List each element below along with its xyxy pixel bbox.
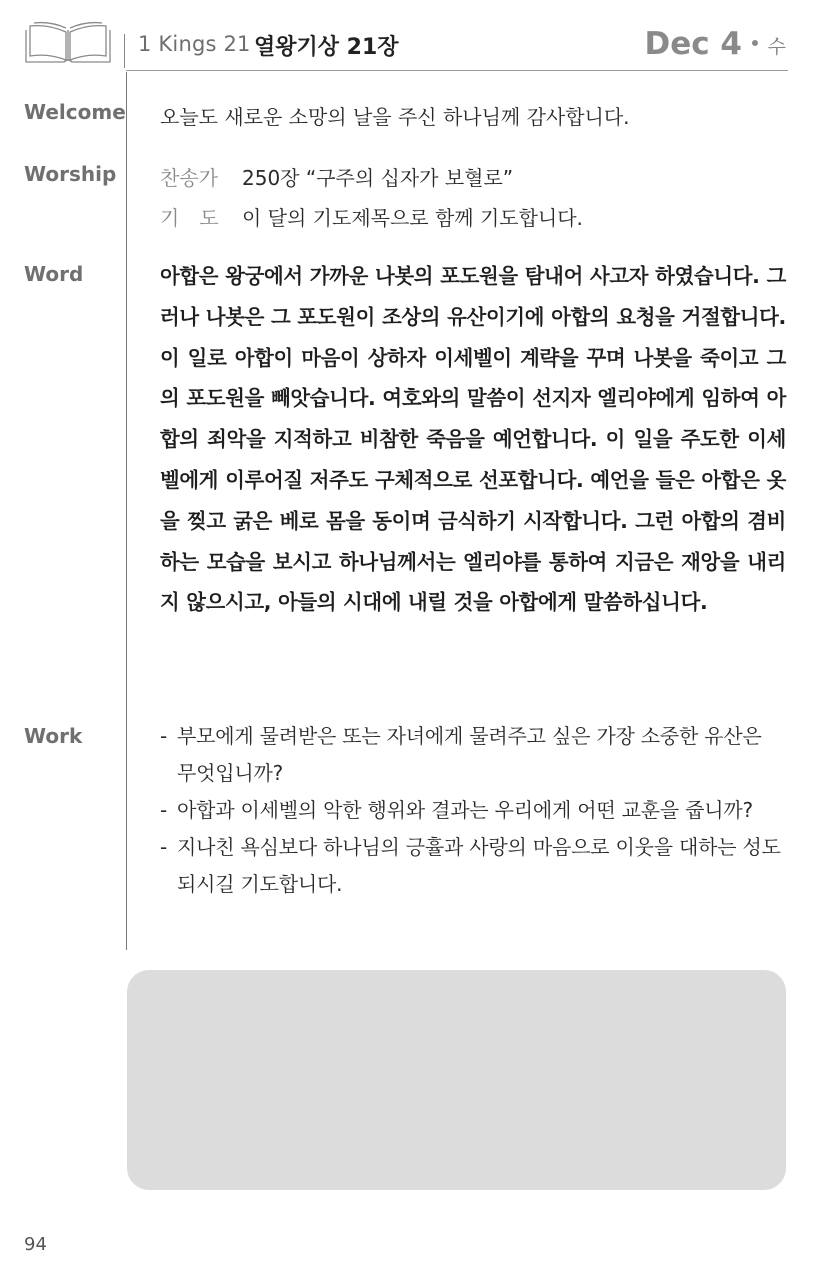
- work-list: [160, 718, 786, 903]
- work-item: [160, 792, 786, 829]
- worship-hymn-row: [160, 162, 513, 191]
- word-passage: 아합은 왕궁에서 가까운 나봇의 포도원을 탐내어 사고자 하였습니다. 그러나 나봇은 그 포도원이 조상의 유산이기에 아합의 요청을 거절합니다. 이 일로 아합이 마음이 상하자 이세벨이 계략을 꾸며 나봇을 죽이고 그의 포도원을 빼앗습니다. 여호와의 말씀이 선지자 엘리야에게 임하여 아합의 죄악을 지적하고 비참한 죽음을 예언합니다. 이 일을 주도한 이세벨에게 이루어질 저주도 구체적으로 선포합니다. 예언을 들은 아합은 옷을 찢고 굵은 베로 몸을 동이며 금식하기 시작합니다. 그런 아합의 겸비하는 모습을 보시고 하나님께서는 엘리야를 통하여 지금은 재앙을 내리지 않으시고, 아들의 시대에 내릴 것을 아합에게 말씀하십니다.: [160, 264, 786, 615]
- work-item-text: 부모에게 물려받은 또는 자녀에게 물려주고 싶은 가장 소중한 유산은 무엇입니까?: [177, 724, 762, 785]
- work-item-text: 아합과 이세벨의 악한 행위와 결과는 우리에게 어떤 교훈을 줍니까?: [177, 798, 753, 822]
- prayer-key: 기 도: [160, 206, 219, 230]
- weekday-label: 수: [767, 36, 786, 58]
- open-book-icon: [24, 20, 112, 66]
- welcome-text: 오늘도 새로운 소망의 날을 주신 하나님께 감사합니다.: [160, 105, 630, 129]
- work-item: [160, 718, 786, 792]
- bullet-dash: -: [160, 835, 168, 859]
- separator-dot: [752, 40, 758, 46]
- work-item: [160, 829, 786, 903]
- work-item-text: 지나친 욕심보다 하나님의 긍휼과 사랑의 마음으로 이웃을 대하는 성도 되시길 기도합니다.: [177, 835, 781, 896]
- prayer-value: 이 달의 기도제목으로 함께 기도합니다.: [242, 206, 583, 230]
- page-header: [24, 18, 786, 72]
- header-rule: [126, 70, 788, 71]
- hymn-value: 250장 “구주의 십자가 보혈로”: [242, 166, 514, 190]
- bullet-dash: -: [160, 798, 168, 822]
- date-label: Dec 4: [644, 26, 742, 62]
- notes-box: [127, 970, 786, 1190]
- hymn-key: 찬송가: [160, 166, 218, 190]
- header-divider: [124, 34, 125, 68]
- worship-prayer-row: [160, 202, 583, 231]
- scripture-reference-korean: 열왕기상 21장: [254, 35, 399, 60]
- bullet-dash: -: [160, 724, 168, 748]
- section-divider-line: [126, 72, 127, 950]
- welcome-label: Welcome: [24, 100, 126, 124]
- work-label: Work: [24, 724, 83, 748]
- scripture-reference-english: 1 Kings 21: [138, 32, 251, 56]
- word-label: Word: [24, 262, 84, 286]
- worship-label: Worship: [24, 162, 117, 186]
- page-number: 94: [24, 1234, 47, 1255]
